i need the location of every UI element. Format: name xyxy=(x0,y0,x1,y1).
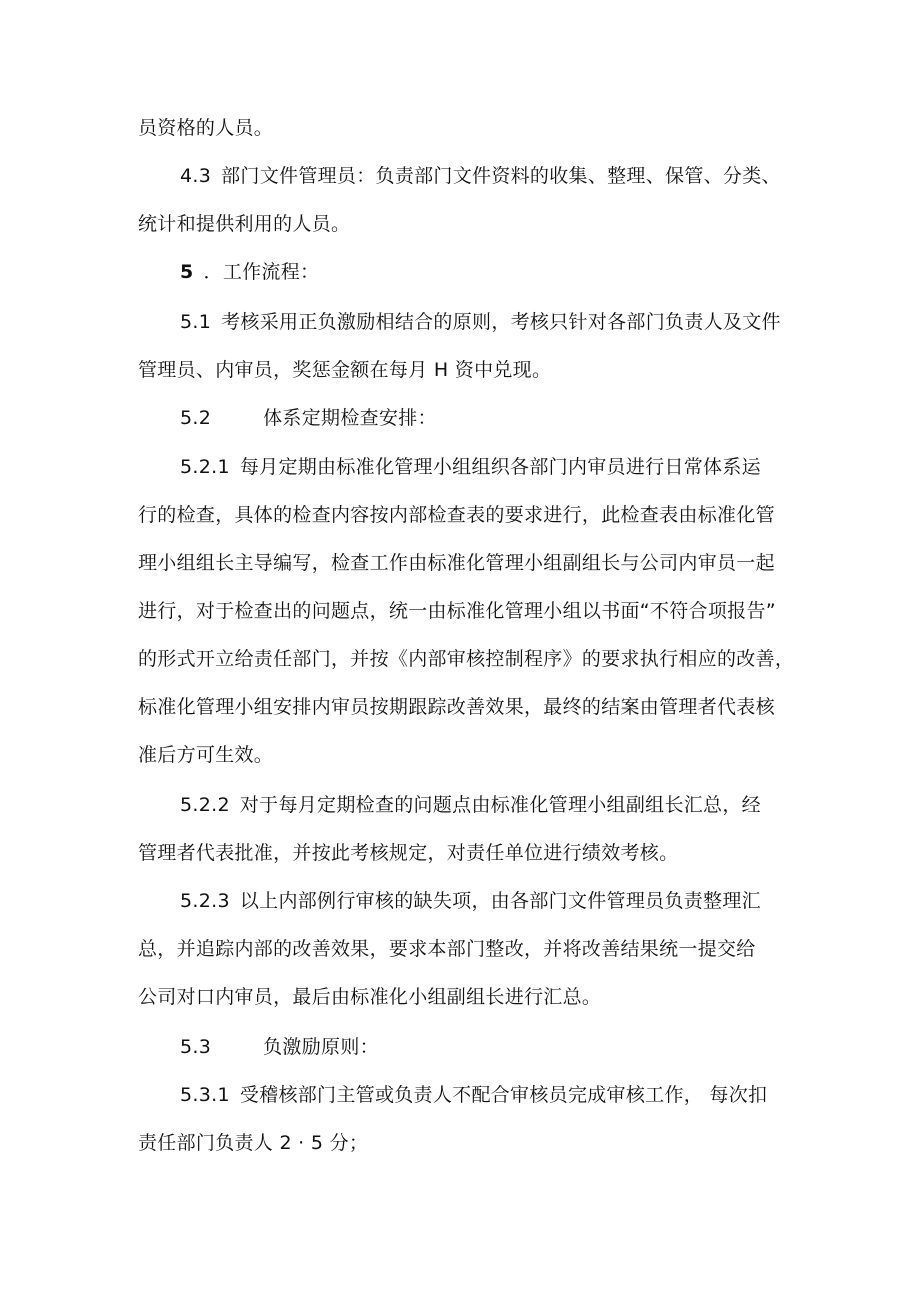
section-number: 5.1 xyxy=(180,311,212,333)
section-number: 5.2.1 xyxy=(180,456,230,478)
line-text: 员资格的人员。 xyxy=(138,117,274,139)
section-number: 5 xyxy=(180,261,194,283)
section-number: 5.3 xyxy=(180,1036,212,1058)
line-text: 行的检查，具体的检查内容按内部检查表的要求进行，此检查表由标准化管 xyxy=(138,504,775,526)
text-line xyxy=(138,599,776,623)
text-line xyxy=(180,1083,767,1107)
line-text: 管理员、内审员，奖惩金额在每月 H 资中兑现。 xyxy=(138,359,552,381)
line-text: 总，并追踪内部的改善效果，要求本部门整改，并将改善结果统一提交给 xyxy=(138,938,756,960)
text-line xyxy=(180,889,761,913)
line-text: 的形式开立给责任部门，并按《内部审核控制程序》的要求执行相应的改善， xyxy=(138,648,795,670)
text-line xyxy=(138,503,775,527)
section-heading xyxy=(180,260,319,284)
line-text: 进行，对于检查出的问题点，统一由标准化管理小组以书面“不符合项报告” xyxy=(138,600,776,622)
text-line xyxy=(180,793,761,817)
line-text: ．工作流程： xyxy=(203,261,320,283)
text-line xyxy=(180,455,761,479)
text-line xyxy=(138,647,794,671)
text-line xyxy=(138,358,551,382)
text-line xyxy=(138,551,775,575)
line-text: 准后方可生效。 xyxy=(138,744,274,766)
line-text: 部门文件管理员：负责部门文件资料的收集、整理、保管、分类、 xyxy=(221,165,781,187)
text-line xyxy=(138,1131,368,1155)
line-text: 受稽核部门主管或负责人不配合审核员完成审核工作， 每次扣 xyxy=(239,1084,768,1106)
line-text: 考核采用正负激励相结合的原则，考核只针对各部门负责人及文件 xyxy=(221,311,781,333)
text-line xyxy=(138,743,273,767)
text-line xyxy=(138,937,756,961)
section-number: 5.2.2 xyxy=(180,794,230,816)
line-text: 公司对口内审员，最后由标准化小组副组长进行汇总。 xyxy=(138,986,602,1008)
text-line xyxy=(138,212,350,236)
line-text: 对于每月定期检查的问题点由标准化管理小组副组长汇总，经 xyxy=(239,794,761,816)
section-heading xyxy=(180,406,437,430)
text-line xyxy=(138,695,775,719)
line-text: 标准化管理小组安排内审员按期跟踪改善效果，最终的结案由管理者代表核 xyxy=(138,696,775,718)
section-number: 5.2.3 xyxy=(180,890,230,912)
line-text: 统计和提供利用的人员。 xyxy=(138,213,351,235)
text-line xyxy=(138,116,273,140)
section-number: 5.2 xyxy=(180,407,212,429)
line-text: 以上内部例行审核的缺失项，由各部门文件管理员负责整理汇 xyxy=(239,890,761,912)
text-line xyxy=(180,164,781,188)
section-number: 5.3.1 xyxy=(180,1084,230,1106)
line-text: 管理者代表批准，并按此考核规定，对责任单位进行绩效考核。 xyxy=(138,842,679,864)
line-text: 体系定期检查安排： xyxy=(263,407,437,429)
line-text: 责任部门负责人 2 · 5 分； xyxy=(138,1132,369,1154)
section-number: 4.3 xyxy=(180,165,212,187)
line-text: 负激励原则： xyxy=(263,1036,379,1058)
section-heading xyxy=(180,1035,379,1059)
text-line xyxy=(138,985,601,1009)
line-text: 理小组组长主导编写，检查工作由标准化管理小组副组长与公司内审员一起 xyxy=(138,552,775,574)
text-line xyxy=(138,841,678,865)
line-text: 每月定期由标准化管理小组组织各部门内审员进行日常体系运 xyxy=(239,456,761,478)
text-line xyxy=(180,310,781,334)
